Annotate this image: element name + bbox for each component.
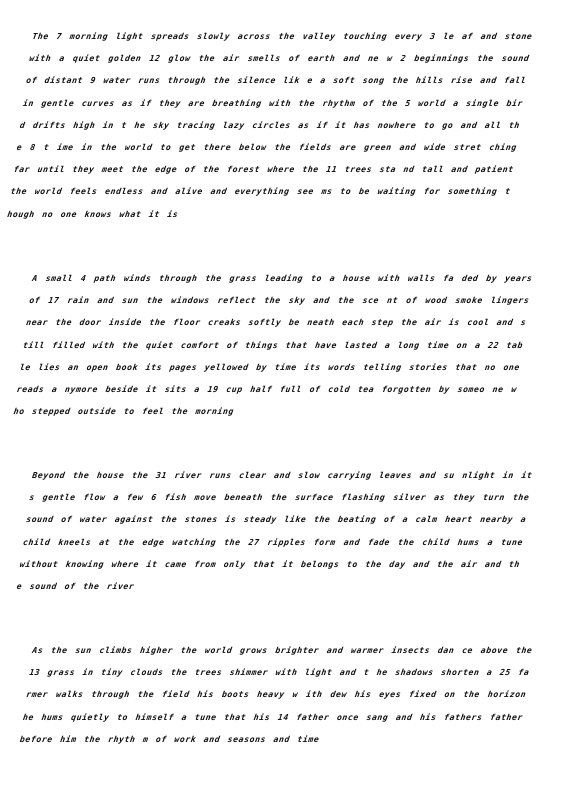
document-body bbox=[6, 25, 534, 750]
paragraph-3: Beyond the house the 31 river runs clear and slow carrying leaves and su nlight in its gentle flow a few 6 fish move beneath the surface flashing silver as they turn the sound of water against the stones is steady like the beating of a calm heart nearby a child kneels at the edge watching the 27 ripples form and fade the child hums a tune without knowing where it came from only that it belongs to the day and the air and the sound of the river bbox=[16, 470, 534, 592]
paragraph-4: As the sun climbs higher the world grows brighter and warmer insects dan ce above the 13 grass in tiny clouds the trees shimmer with light and t he shadows shorten a 25 farmer walks through the field his boots heavy w ith dew his eyes fixed on the horizon he hums quietly to himself a tune that his 14 father once sang and his fathers father before him the rhyth m of work and seasons and time bbox=[19, 645, 534, 745]
paragraph-2: A small 4 path winds through the grass leading to a house with walls fa ded by years of 17 rain and sun the windows reflect the sky and the sce nt of wood smoke lingers near the door inside the floor creaks softly be neath each step the air is cool and still filled with the quiet comfort of things that have lasted a long time on a 22 table lies an open book its pages yellowed by time its words telling stories that no one reads a nymore beside it sits a 19 cup half full of cold tea forgotten by someo ne who stepped outside to feel the morning bbox=[13, 272, 534, 417]
paragraph-1: The 7 morning light spreads slowly across the valley touching every 3 le af and stone with a quiet golden 12 glow the air smells of earth and ne w 2 beginnings the sound of distant 9 water runs through the silence lik e a soft song the hills rise and fall in gentle curves as if they are breathing with the rhythm of the 5 world a single bird drifts high in t he sky tracing lazy circles as if it has nowhere to go and all the 8 t ime in the world to get there below the fields are green and wide stret ching far until they meet the edge of the forest where the 11 trees sta nd tall and patient the world feels endless and alive and everything see ms to be waiting for something though no one knows what it is bbox=[6, 31, 534, 219]
